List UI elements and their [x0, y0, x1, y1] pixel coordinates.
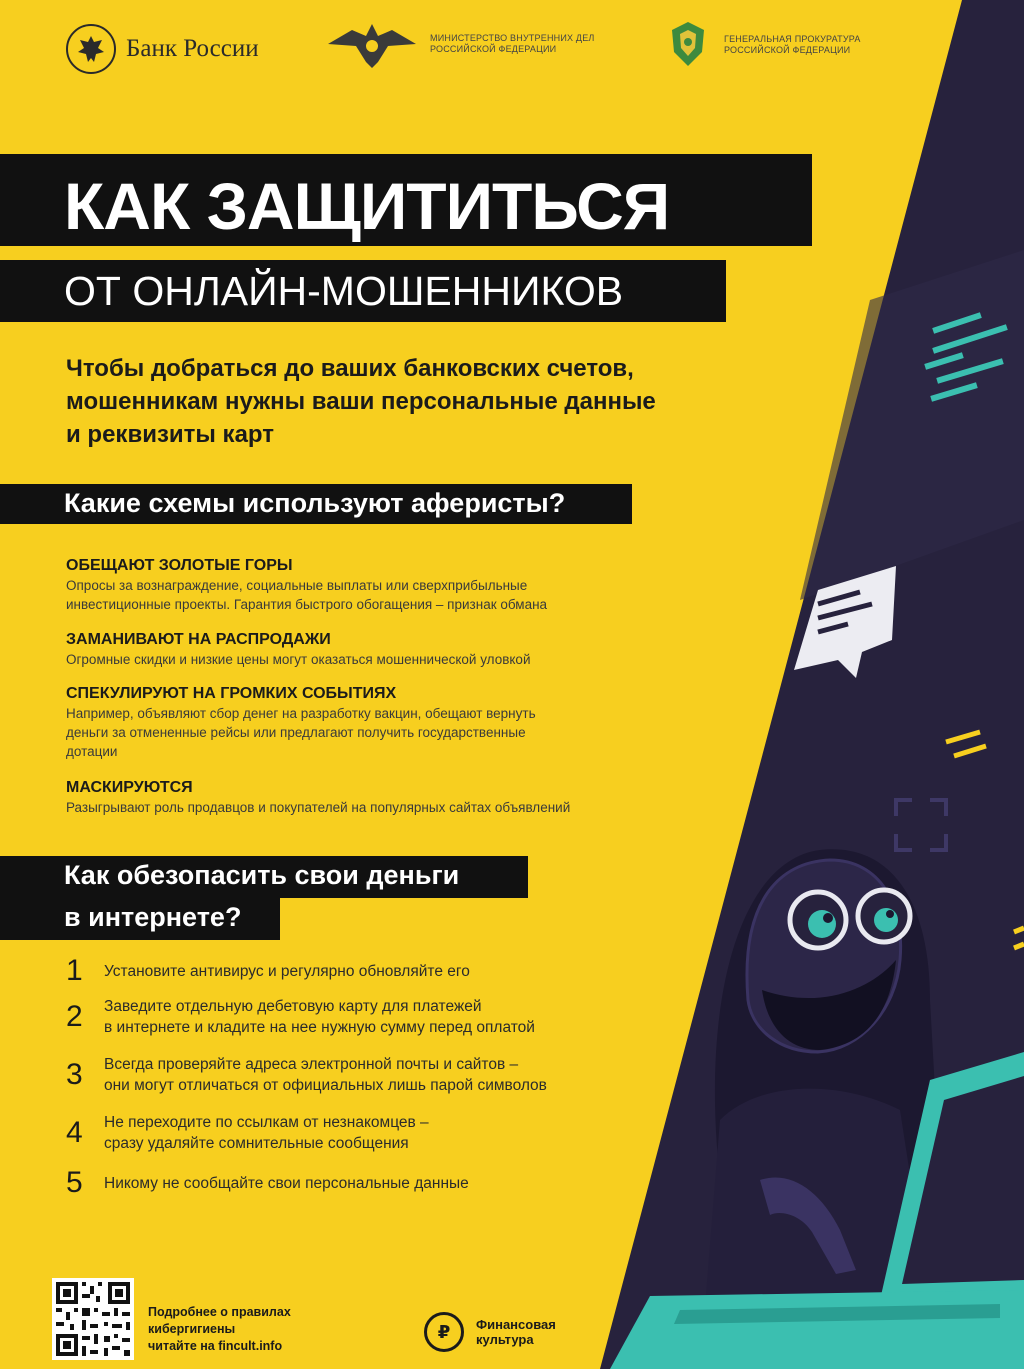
- tip-text: Установите антивирус и регулярно обновляйте его: [104, 962, 470, 980]
- secure-heading: [0, 852, 528, 936]
- scheme-title: МАСКИРУЮТСЯ: [66, 779, 193, 796]
- tip-text: сразу удаляйте сомнительные сообщения: [104, 1135, 409, 1152]
- prosecutor-emblem-icon: [664, 20, 712, 70]
- scheme-item: [66, 556, 706, 614]
- scheme-title: ЗАМАНИВАЮТ НА РАСПРОДАЖИ: [66, 631, 331, 648]
- mvd-logo: [326, 18, 595, 70]
- footer-line: Подробнее о правилах: [148, 1305, 291, 1319]
- tip-item: [66, 1054, 666, 1096]
- qr-code-icon[interactable]: [52, 1278, 134, 1360]
- scheme-description: деньги за отмененные рейсы или предлагают получить государственные: [66, 725, 526, 740]
- scheme-description: дотации: [66, 744, 118, 759]
- intro-line: и реквизиты карт: [66, 421, 275, 448]
- scheme-description: Огромные скидки и низкие цены могут оказаться мошеннической уловкой: [66, 652, 531, 667]
- tip-number: 1: [66, 954, 83, 987]
- mvd-name-line1: МИНИСТЕРСТВО ВНУТРЕННИХ ДЕЛ: [430, 33, 595, 43]
- bank-of-russia-name: Банк России: [126, 35, 259, 62]
- main-subtitle: ОТ ОНЛАЙН-МОШЕННИКОВ: [0, 260, 726, 322]
- scheme-description: Опросы за вознаграждение, социальные выплаты или сверхприбыльные: [66, 578, 528, 593]
- scheme-item: [66, 684, 706, 761]
- ruble-icon: ₽: [424, 1312, 464, 1352]
- schemes-heading: Какие схемы используют аферисты?: [0, 484, 632, 524]
- tip-item: [66, 1112, 666, 1154]
- tip-item: [66, 954, 666, 988]
- tip-number: 2: [66, 1000, 83, 1033]
- footer-line: кибергигиены: [148, 1322, 236, 1336]
- bank-of-russia-logo: [66, 24, 259, 74]
- scheme-item: [66, 630, 706, 669]
- scheme-item: [66, 778, 706, 817]
- tip-item: [66, 996, 666, 1038]
- secure-heading-line: в интернете?: [0, 898, 280, 940]
- tip-number: 3: [66, 1058, 83, 1091]
- tip-number: 4: [66, 1116, 83, 1149]
- financial-culture-logo: [424, 1312, 556, 1352]
- scheme-description: Разыгрывают роль продавцов и покупателей на популярных сайтах объявлений: [66, 800, 571, 815]
- prosecutor-general-logo: [664, 20, 861, 70]
- tip-number: 5: [66, 1166, 83, 1199]
- fincult-label: культура: [476, 1332, 534, 1347]
- tip-text: Не переходите по ссылкам от незнакомцев –: [104, 1114, 429, 1131]
- prosecutor-name-line1: ГЕНЕРАЛЬНАЯ ПРОКУРАТУРА: [724, 34, 861, 44]
- footer-info: [148, 1304, 291, 1355]
- footer-link-line[interactable]: читайте на fincult.info: [148, 1339, 283, 1353]
- tip-text: Всегда проверяйте адреса электронной почты и сайтов –: [104, 1056, 519, 1073]
- eagle-emblem-icon: [66, 24, 116, 74]
- fincult-label: Финансовая: [476, 1317, 556, 1332]
- scheme-title: ОБЕЩАЮТ ЗОЛОТЫЕ ГОРЫ: [66, 557, 293, 574]
- intro-text: [66, 352, 766, 451]
- secure-heading-line: Как обезопасить свои деньги: [0, 856, 528, 898]
- tip-text: Никому не сообщайте свои персональные данные: [104, 1174, 469, 1192]
- tip-text: в интернете и кладите на нее нужную сумму перед оплатой: [104, 1019, 535, 1036]
- tip-text: они могут отличаться от официальных лишь парой символов: [104, 1077, 547, 1094]
- tip-text: Заведите отдельную дебетовую карту для платежей: [104, 998, 482, 1015]
- intro-line: Чтобы добраться до ваших банковских счетов,: [66, 355, 634, 382]
- mvd-name-line2: РОССИЙСКОЙ ФЕДЕРАЦИИ: [430, 44, 557, 54]
- scheme-description: Например, объявляют сбор денег на разработку вакцин, обещают вернуть: [66, 706, 536, 721]
- main-title: КАК ЗАЩИТИТЬСЯ: [0, 154, 812, 246]
- tip-item: [66, 1166, 666, 1200]
- scheme-title: СПЕКУЛИРУЮТ НА ГРОМКИХ СОБЫТИЯХ: [66, 685, 397, 702]
- scheme-description: инвестиционные проекты. Гарантия быстрого обогащения – признак обмана: [66, 597, 548, 612]
- prosecutor-name-line2: РОССИЙСКОЙ ФЕДЕРАЦИИ: [724, 45, 851, 55]
- mvd-emblem-icon: [326, 18, 418, 70]
- intro-line: мошенникам нужны ваши персональные данные: [66, 388, 656, 415]
